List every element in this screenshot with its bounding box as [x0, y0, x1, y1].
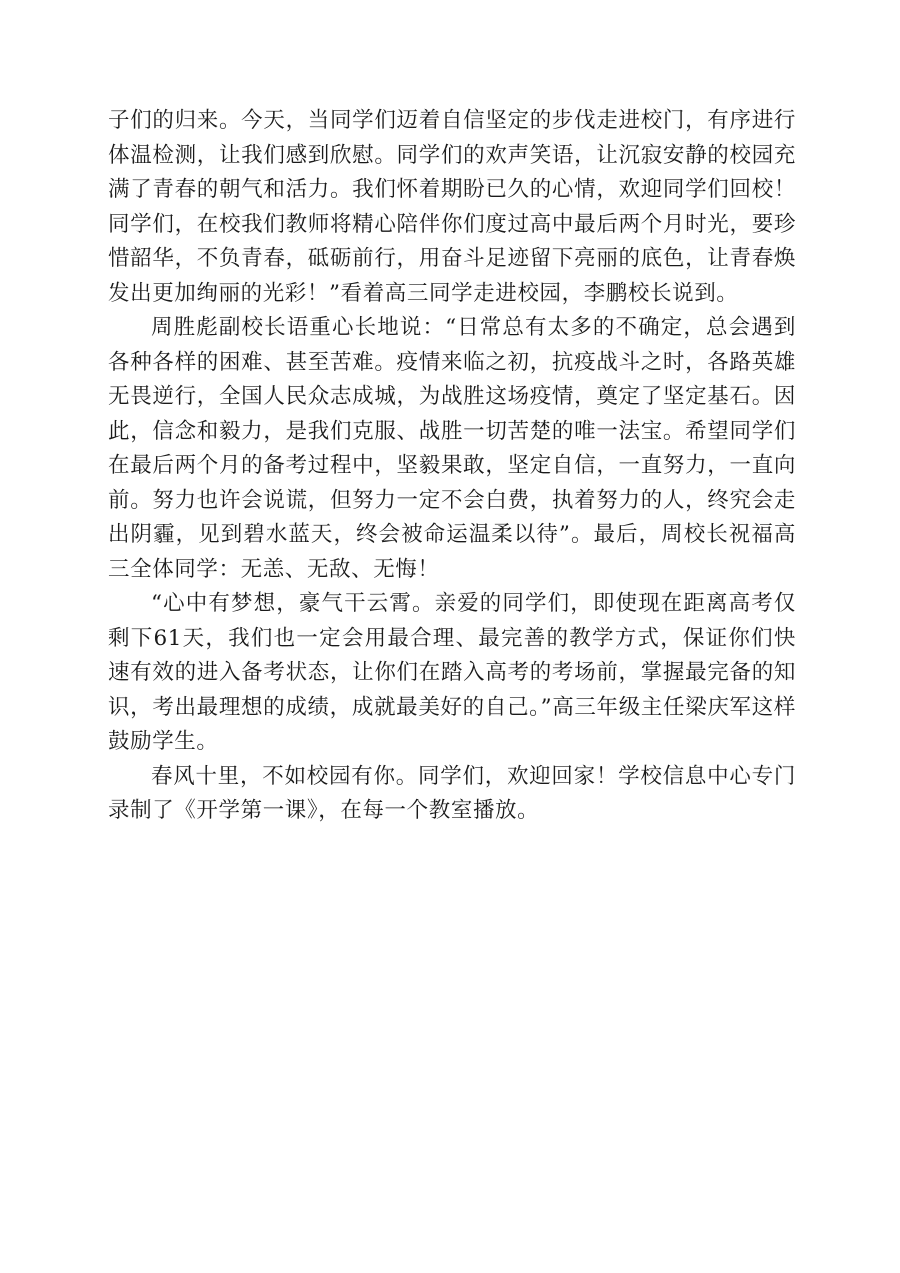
paragraph-grade-director-speech: “心中有梦想，豪气干云霄。亲爱的同学们，即使现在距离高考仅剩下61天，我们也一定会用最合理、最完善的教学方式，保证你们快速有效的进入备考状态，让你们在踏入高考的考场前，掌握最完备的知识，考出最理想的成绩，成就最美好的自己。”高三年级主任梁庆军这样鼓励学生。	[108, 591, 796, 754]
paragraph-closing: 春风十里，不如校园有你。同学们，欢迎回家！学校信息中心专门录制了《开学第一课》，在每一个教室播放。	[108, 763, 796, 823]
paragraph-vice-principal-speech: 周胜彪副校长语重心长地说：“日常总有太多的不确定，总会遇到各种各样的困难、甚至苦难。疫情来临之初，抗疫战斗之时，各路英雄无畏逆行，全国人民众志成城，为战胜这场疫情，奠定了坚定基石。因此，信念和毅力，是我们克服、战胜一切苦楚的唯一法宝。希望同学们在最后两个月的备考过程中，坚毅果敢，坚定自信，一直努力，一直向前。努力也许会说谎，但努力一定不会白费，执着努力的人，终究会走出阴霾，见到碧水蓝天，终会被命运温柔以待”。最后，周校长祝福高三全体同学：无恙、无敌、无悔！	[108, 315, 796, 582]
article-body	[108, 104, 796, 829]
paragraph-continuation: 子们的归来。今天，当同学们迈着自信坚定的步伐走进校门，有序进行体温检测，让我们感到欣慰。同学们的欢声笑语，让沉寂安静的校园充满了青春的朝气和活力。我们怀着期盼已久的心情，欢迎同学们回校！同学们，在校我们教师将精心陪伴你们度过高中最后两个月时光，要珍惜韶华，不负青春，砥砺前行，用奋斗足迹留下亮丽的底色，让青春焕发出更加绚丽的光彩！”看着高三同学走进校园，李鹏校长说到。	[108, 108, 796, 306]
